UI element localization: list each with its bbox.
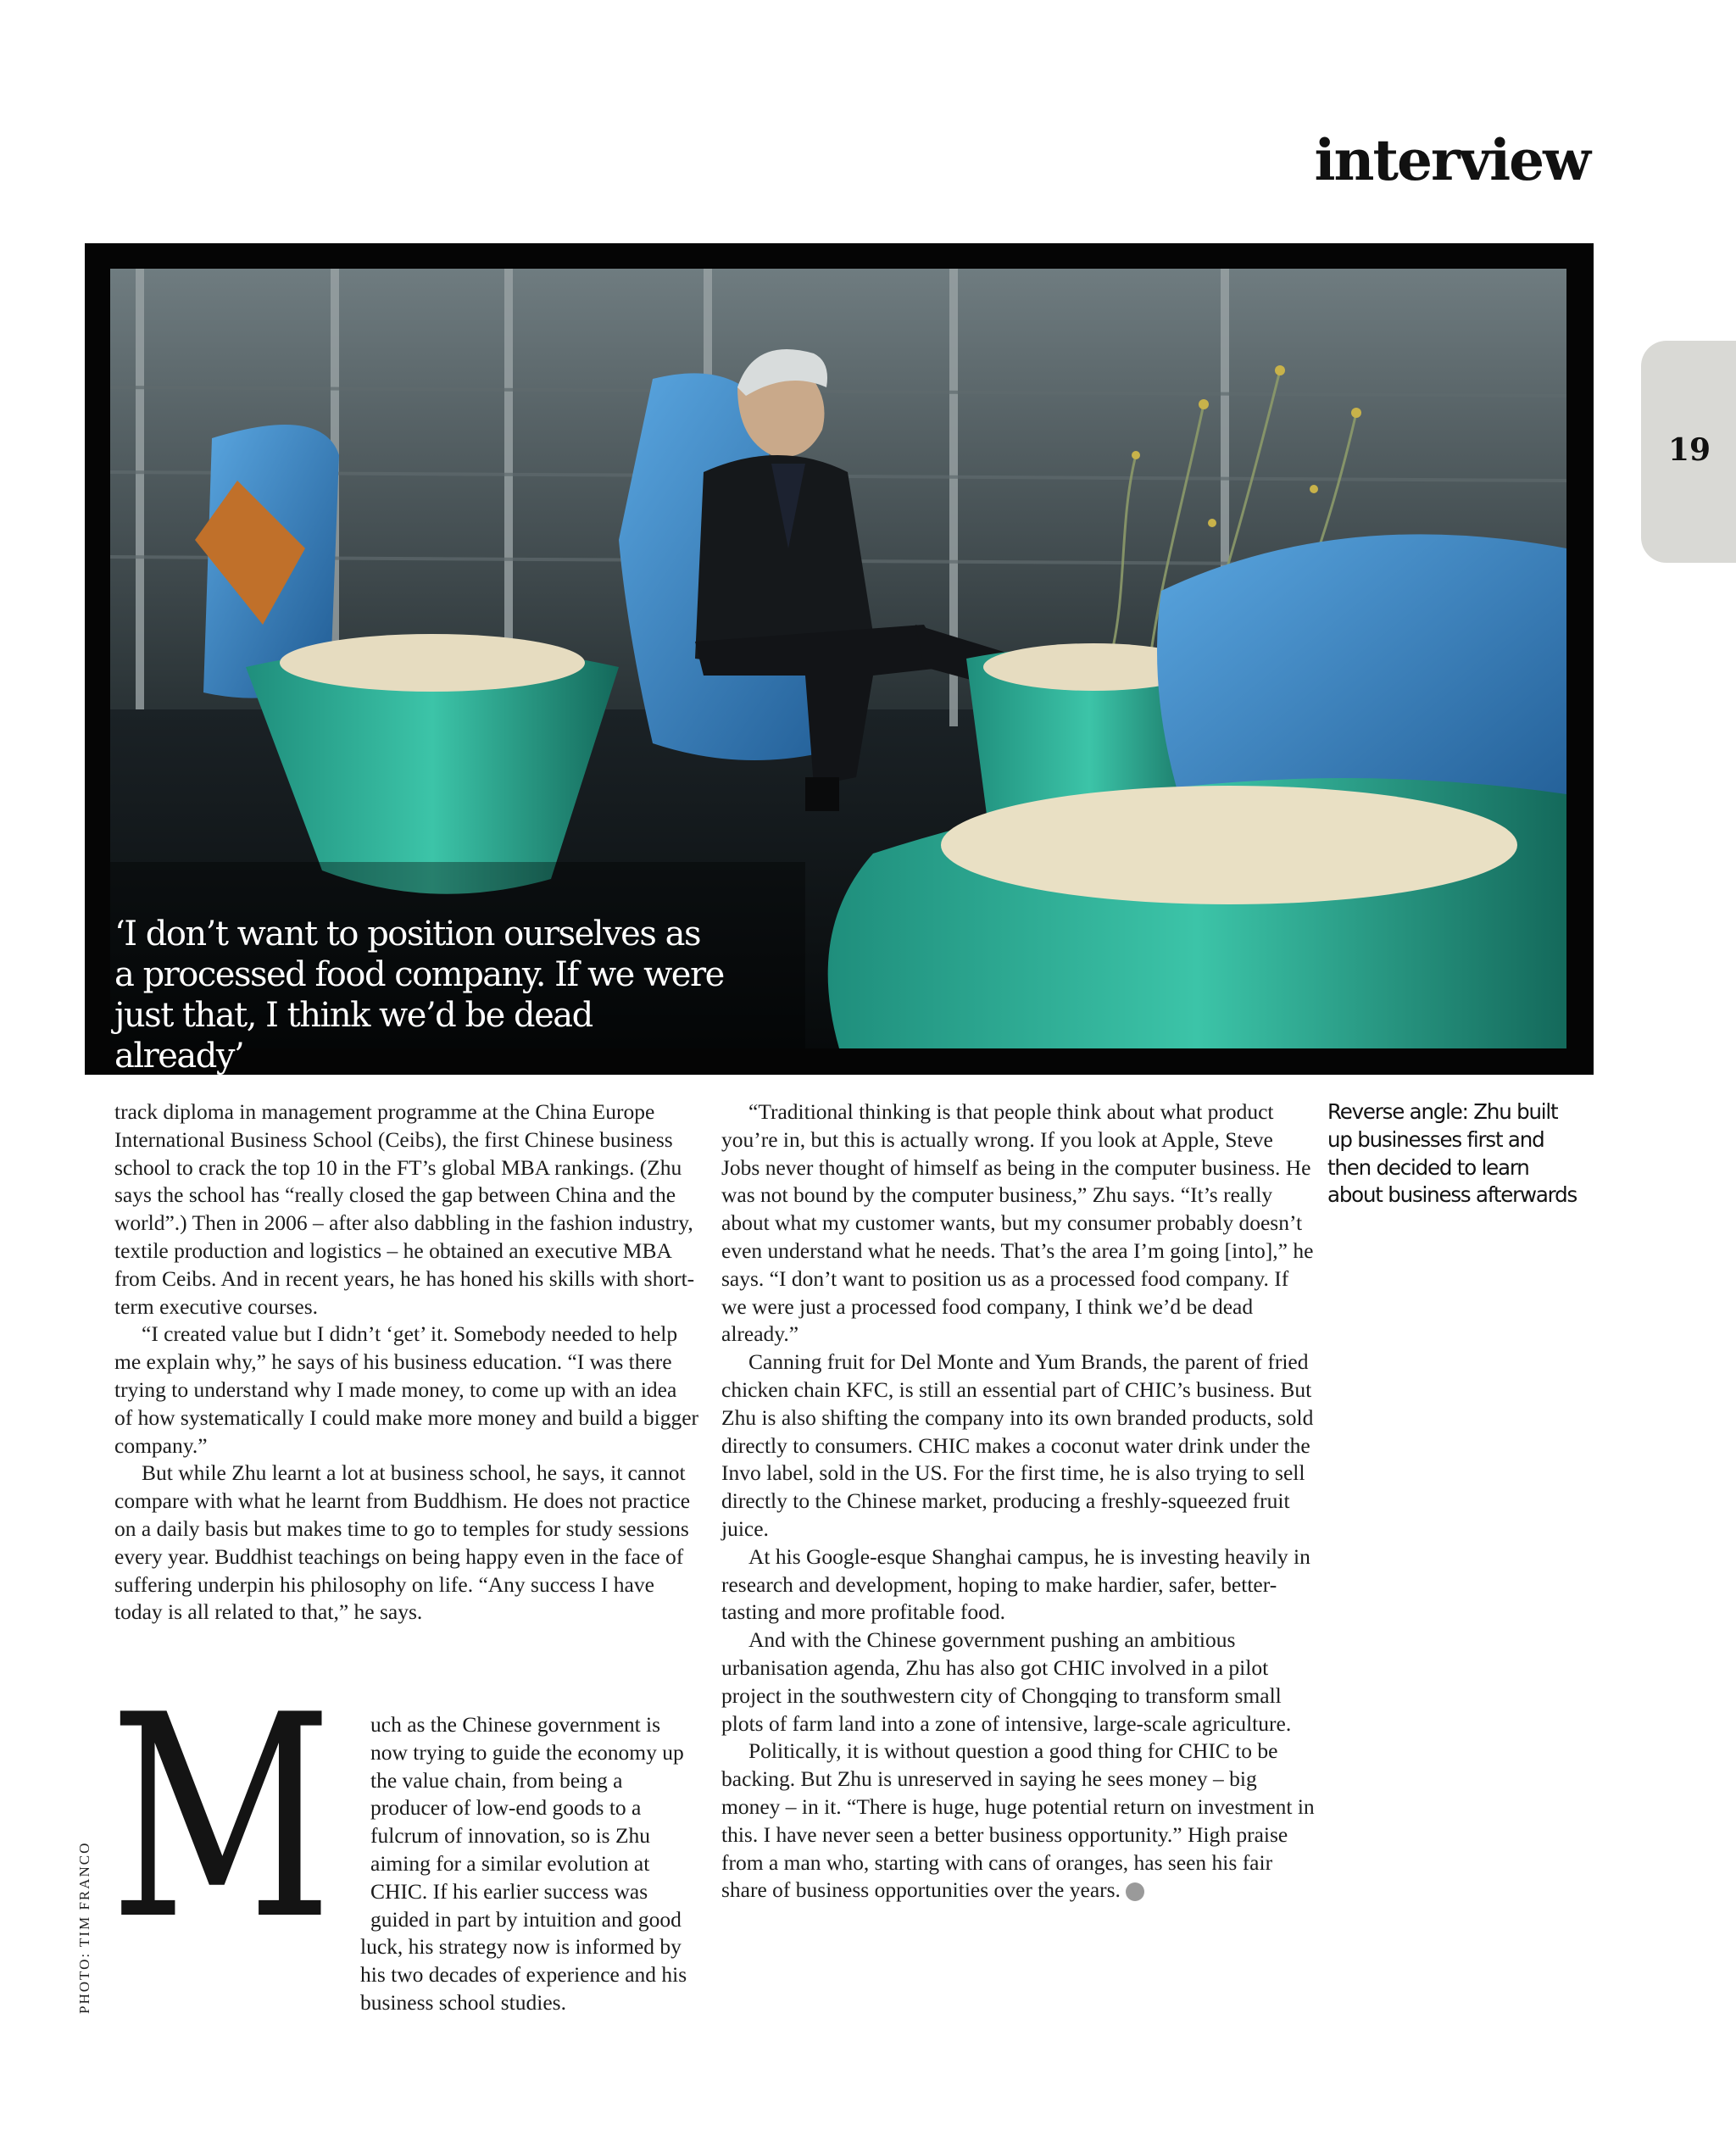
paragraph [721,1738,1315,1905]
paragraph: At his Google-esque Shanghai campus, he is investing heavily in research and development, hoping to make hardier, safer, better-tasting and more profitable food. [721,1543,1310,1625]
caption-lead: Reverse angle: [1327,1099,1468,1124]
article-column-1 [114,1098,699,1627]
photo-credit: PHOTO: TIM FRANCO [76,1841,92,2014]
paragraph: “Traditional thinking is that people think about what product you’re in, but this is actually wrong. If you look at Apple, Steve Jobs never thought of himself as being in the computer business. He was not bound by the computer business,” Zhu says. “It’s really about what my customer wants, but my consumer probably doesn’t even understand what he needs. That’s the area I’m going [into],” he says. “I don’t want to position us as a processed food company. If we were just a processed food company, I think we’d be dead already.” [721,1099,1314,1347]
paragraph: But while Zhu learnt a lot at business school, he says, it cannot compare with what he learnt from Buddhism. He does not practice on a daily basis but makes time to go to temples for study sessions every year. Buddhist teachings on being happy even in the face of suffering underpin his philosophy on life. “Any success I have today is all related to that,” he says. [114,1460,691,1625]
paragraph: Canning fruit for Del Monte and Yum Brands, the parent of fried chicken chain KFC, is still an essential part of CHIC’s business. But Zhu is also shifting the company into its own branded products, sold directly to consumers. CHIC makes a coconut water drink under the Invo label, sold in the US. For the first time, he is also trying to sell directly to the Chinese market, producing a freshly-squeezed fruit juice. [721,1349,1314,1541]
paragraph-text: uch as the Chinese government is now trying to guide the economy up the value chain, from being a producer of low-end goods to a fulcrum of innovation, so is Zhu aiming for a similar evolution at CHIC. If his earlier success was guided in part by intuition and good luck, his strategy now is informed by his two decades of experience and his business school studies. [360,1712,687,2015]
end-mark-icon: B [1126,1882,1144,1901]
paragraph [360,1711,699,2017]
section-title: interview [1314,127,1589,193]
dropcap-paragraph [109,1655,699,2017]
paragraph: And with the Chinese government pushing an ambitious urbanisation agenda, Zhu has also got CHIC involved in a pilot project in the southwestern city of Chongqing to transform small plots of farm land into a zone of intensive, large-scale agriculture. [721,1627,1292,1736]
caption-text: Zhu built up businesses first and then decided to learn about business afterwards [1327,1099,1577,1208]
pull-quote: ‘I don’t want to position ourselves as a processed food company. If we were just that, I think we’d be dead already’ [114,915,724,1076]
paragraph-text: Politically, it is without question a good thing for CHIC to be backing. But Zhu is unreserved in saying he sees money – big money – in it. “There is huge, huge potential return on investment in this. I have never seen a better business opportunity.” High praise from a man who, starting with cans of oranges, has seen his fair share of business opportunities over the years. [721,1738,1315,1903]
photo-caption [1327,1098,1582,1209]
article-column-2 [721,1098,1315,1905]
paragraph: “I created value but I didn’t ‘get’ it. Somebody needed to help me explain why,” he says of his business education. “I was there trying to understand why I made money, to come up with an idea of how systematically I could make more money and build a bigger company.” [114,1321,699,1458]
page-number: 19 [1668,432,1711,468]
drop-cap: M [109,1655,333,1981]
paragraph: track diploma in management programme at the China Europe International Business School (Ceibs), the first Chinese business school to crack the top 10 in the FT’s global MBA rankings. (Zhu says the school has “really closed the gap between China and the world”.) Then in 2006 – after also dabbling in the fashion industry, textile production and logistics – he obtained an executive MBA from Ceibs. And in recent years, he has honed his skills with short-term executive courses. [114,1099,695,1319]
